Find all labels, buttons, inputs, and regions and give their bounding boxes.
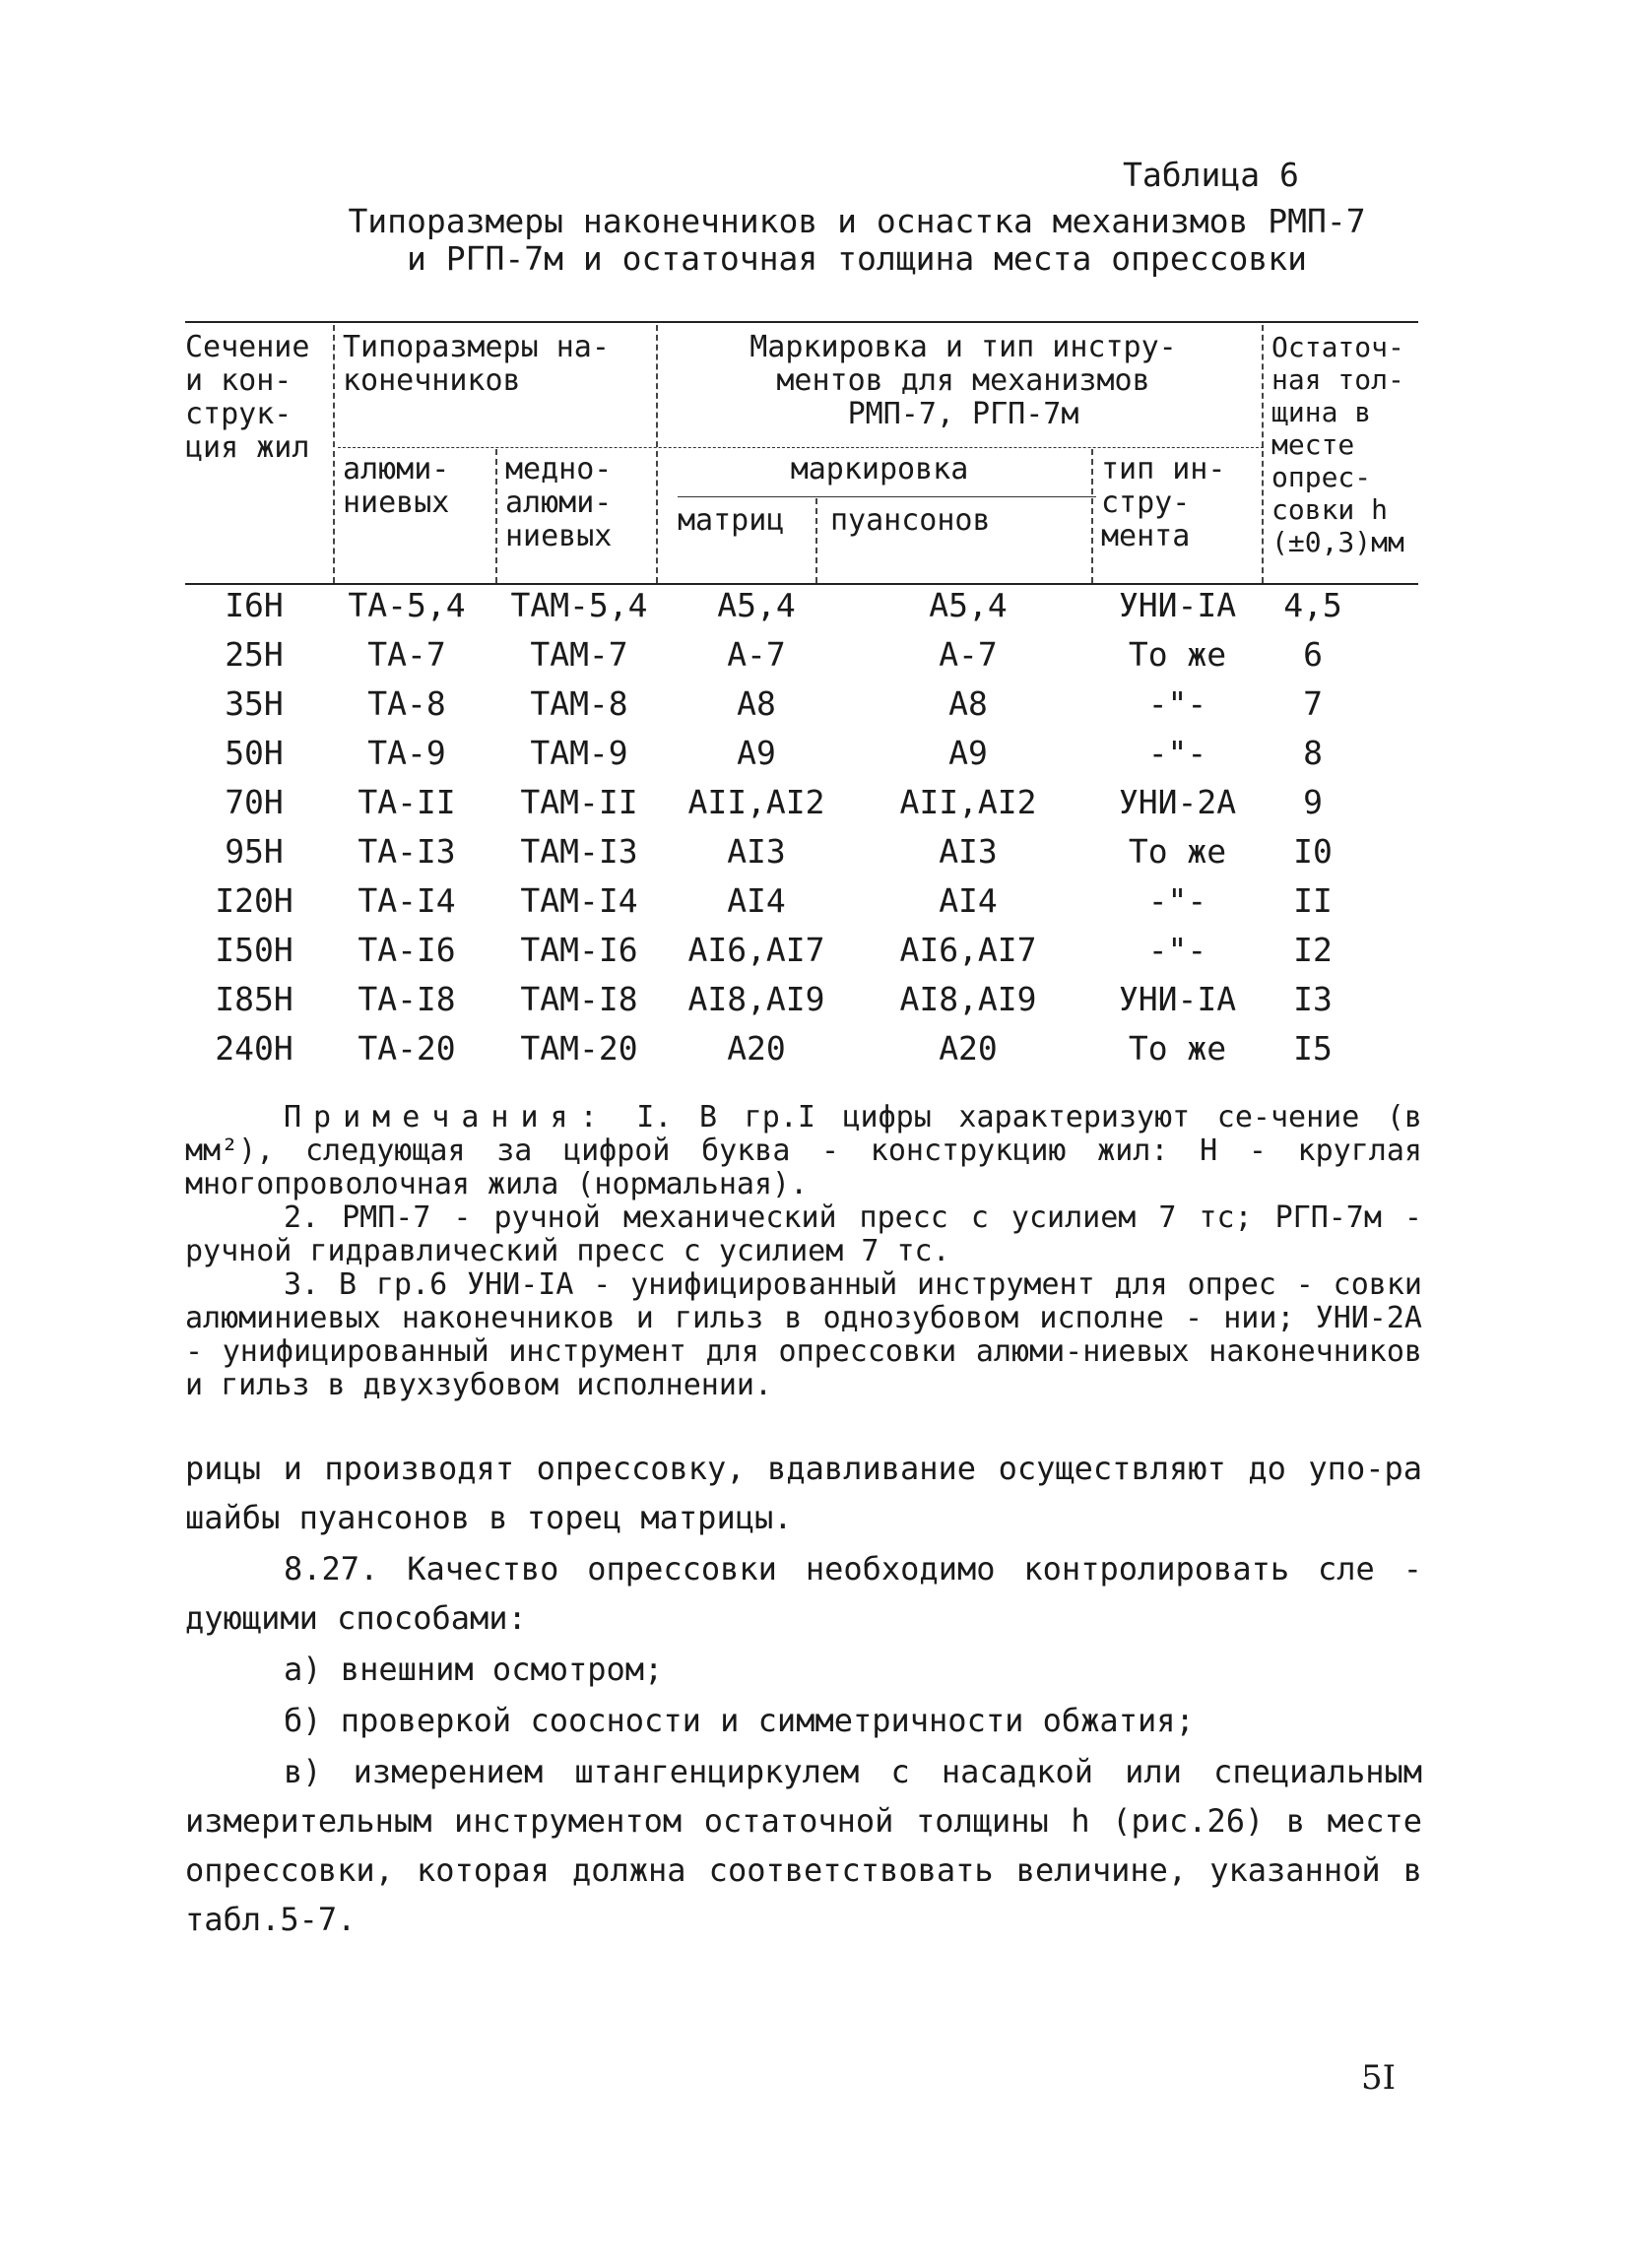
note-1-text: I. В гр.I цифры характеризуют се-чение (в мм²), следующая за цифрой буква - конструкцию жил: Н - круглая многопроволочная жила (нормальная).	[185, 1100, 1422, 1201]
cell-aluminum: ТА-I4	[358, 881, 456, 920]
cell-section: I6H	[225, 586, 284, 624]
note-1	[185, 1101, 1422, 1201]
cell-tool: То же	[1128, 635, 1227, 674]
cell-matrix: АI8,АI9	[687, 980, 825, 1018]
cell-copper-aluminum: ТАМ-9	[530, 734, 628, 772]
cell-matrix: А5,4	[717, 586, 796, 624]
subheader-rule	[338, 447, 1264, 448]
body-paragraph-1: рицы и производят опрессовку, вдавливание осуществляют до упо-ра шайбы пуансонов в торец матрицы.	[185, 1450, 1422, 1536]
cell-matrix: АII,АI2	[687, 783, 825, 821]
cell-section: 240Н	[215, 1029, 293, 1068]
cell-tool: То же	[1128, 832, 1227, 871]
table-header-rule	[185, 583, 1418, 585]
col-sep-1	[333, 325, 335, 583]
cell-punch: А9	[948, 734, 988, 772]
body-paragraph-2: 8.27. Качество опрессовки необходимо контролировать сле - дующими способами:	[185, 1550, 1422, 1637]
cell-thickness: 9	[1303, 783, 1323, 821]
table-row	[185, 832, 1418, 884]
col-sep-3	[656, 325, 658, 583]
table-row	[185, 684, 1418, 737]
header-copper-aluminum: медно- алюми- ниевых	[505, 452, 613, 553]
cell-punch: А8	[948, 684, 988, 723]
table-row	[185, 734, 1418, 786]
cell-section: I20Н	[215, 881, 293, 920]
table-row	[185, 980, 1418, 1032]
header-thickness: Остаточ- ная тол- щина в месте опрес- совки h (±0,3)мм	[1271, 331, 1404, 558]
cell-aluminum: ТА-20	[358, 1029, 456, 1068]
cell-punch: АII,АI2	[899, 783, 1037, 821]
table-row	[185, 881, 1418, 934]
list-item-c: в) измерением штангенциркулем с насадкой или специальным измерительным инструментом остаточной толщины h (рис.26) в месте опрессовки, которая должна соответствовать величине, указанной в табл.5-7.	[185, 1753, 1422, 1938]
cell-section: 25Н	[225, 635, 284, 674]
cell-punch: А5,4	[929, 586, 1008, 624]
cell-thickness: 7	[1303, 684, 1323, 723]
cell-punch: АI3	[939, 832, 998, 871]
cell-aluminum: ТА-II	[358, 783, 456, 821]
cell-punch: АI8,АI9	[899, 980, 1037, 1018]
cell-matrix: АI4	[727, 881, 786, 920]
cell-aluminum: ТА-7	[367, 635, 446, 674]
cell-thickness: 4,5	[1283, 586, 1342, 624]
header-marking-group: Маркировка и тип инстру- ментов для механизмов РМП-7, РГП-7м	[749, 330, 1177, 431]
notes-label: Примечания:	[284, 1100, 610, 1134]
cell-copper-aluminum: ТАМ-I4	[520, 881, 638, 920]
header-section: Сечение и кон- струк- ция жил	[185, 330, 310, 465]
cell-aluminum: ТА-8	[367, 684, 446, 723]
page-number: 5I	[1361, 2058, 1397, 2098]
cell-thickness: I0	[1293, 832, 1333, 871]
cell-tool: УНИ-IА	[1118, 980, 1237, 1018]
cell-matrix: А-7	[727, 635, 786, 674]
cell-thickness: 8	[1303, 734, 1323, 772]
col-sep-5	[1091, 449, 1093, 583]
cell-punch: АI6,АI7	[899, 931, 1037, 969]
cell-thickness: I5	[1293, 1029, 1333, 1068]
cell-thickness: 6	[1303, 635, 1323, 674]
cell-aluminum: ТА-9	[367, 734, 446, 772]
cell-section: I85Н	[215, 980, 293, 1018]
cell-punch: АI4	[939, 881, 998, 920]
table-caption: Типоразмеры наконечников и оснастка механизмов РМП-7 и РГП-7м и остаточная толщина места опрессовки	[348, 202, 1366, 278]
table-number: Таблица 6	[1123, 156, 1299, 194]
col-sep-2	[495, 449, 497, 583]
cell-matrix: А9	[737, 734, 776, 772]
cell-aluminum: ТА-I3	[358, 832, 456, 871]
cell-section: 50Н	[225, 734, 284, 772]
cell-thickness: I2	[1293, 931, 1333, 969]
cell-punch: А20	[939, 1029, 998, 1068]
cell-copper-aluminum: ТАМ-5,4	[510, 586, 648, 624]
body-text	[185, 1444, 1422, 1946]
cell-tool: -"-	[1147, 881, 1207, 920]
cell-tool: УНИ-IА	[1118, 586, 1237, 624]
cell-aluminum: ТА-I8	[358, 980, 456, 1018]
cell-copper-aluminum: ТАМ-20	[520, 1029, 638, 1068]
marking-subrule	[678, 496, 1096, 497]
list-item-a: а) внешним осмотром;	[284, 1651, 664, 1688]
cell-tool: -"-	[1147, 734, 1207, 772]
table-row	[185, 783, 1418, 835]
cell-matrix: АI6,АI7	[687, 931, 825, 969]
cell-thickness: II	[1293, 881, 1333, 920]
cell-section: 35Н	[225, 684, 284, 723]
cell-copper-aluminum: ТАМ-7	[530, 635, 628, 674]
note-2: 2. РМП-7 - ручной механический пресс с усилием 7 тс; РГП-7м - ручной гидравлический пресс с усилием 7 тс.	[185, 1200, 1422, 1268]
cell-matrix: А8	[737, 684, 776, 723]
table-row	[185, 635, 1418, 687]
table-row	[185, 931, 1418, 983]
col-sep-4	[815, 498, 817, 583]
cell-aluminum: ТА-I6	[358, 931, 456, 969]
list-item-b: б) проверкой соосности и симметричности обжатия;	[284, 1702, 1195, 1739]
header-sizes: Типоразмеры на- конечников	[343, 330, 610, 398]
header-aluminum: алюми- ниевых	[343, 452, 450, 520]
cell-copper-aluminum: ТАМ-I3	[520, 832, 638, 871]
col-sep-6	[1262, 325, 1264, 583]
cell-matrix: АI3	[727, 832, 786, 871]
header-matrix: матриц	[678, 503, 785, 538]
table-notes	[185, 1101, 1422, 1402]
cell-copper-aluminum: ТАМ-I8	[520, 980, 638, 1018]
cell-matrix: А20	[727, 1029, 786, 1068]
cell-section: 95Н	[225, 832, 284, 871]
cell-tool: УНИ-2А	[1118, 783, 1237, 821]
header-tool-type: тип ин- стру- мента	[1101, 452, 1226, 553]
header-punch: пуансонов	[830, 503, 991, 538]
cell-tool: -"-	[1147, 931, 1207, 969]
cell-section: 70Н	[225, 783, 284, 821]
cell-tool: -"-	[1147, 684, 1207, 723]
cell-tool: То же	[1128, 1029, 1227, 1068]
header-marking: маркировка	[790, 452, 969, 486]
cell-aluminum: ТА-5,4	[348, 586, 466, 624]
table-row	[185, 586, 1418, 638]
note-3: 3. В гр.6 УНИ-IА - унифицированный инструмент для опрес - совки алюминиевых наконечников и гильз в однозубовом исполне - нии; УНИ-2А - унифицированный инструмент для опрессовки алюми-ниевых наконечников и гильз в двухзубовом исполнении.	[185, 1267, 1422, 1402]
cell-thickness: I3	[1293, 980, 1333, 1018]
cell-punch: А-7	[939, 635, 998, 674]
table-top-rule	[185, 321, 1418, 323]
cell-copper-aluminum: ТАМ-I6	[520, 931, 638, 969]
cell-section: I50Н	[215, 931, 293, 969]
cell-copper-aluminum: ТАМ-8	[530, 684, 628, 723]
cell-copper-aluminum: ТАМ-II	[520, 783, 638, 821]
table-row	[185, 1029, 1418, 1081]
